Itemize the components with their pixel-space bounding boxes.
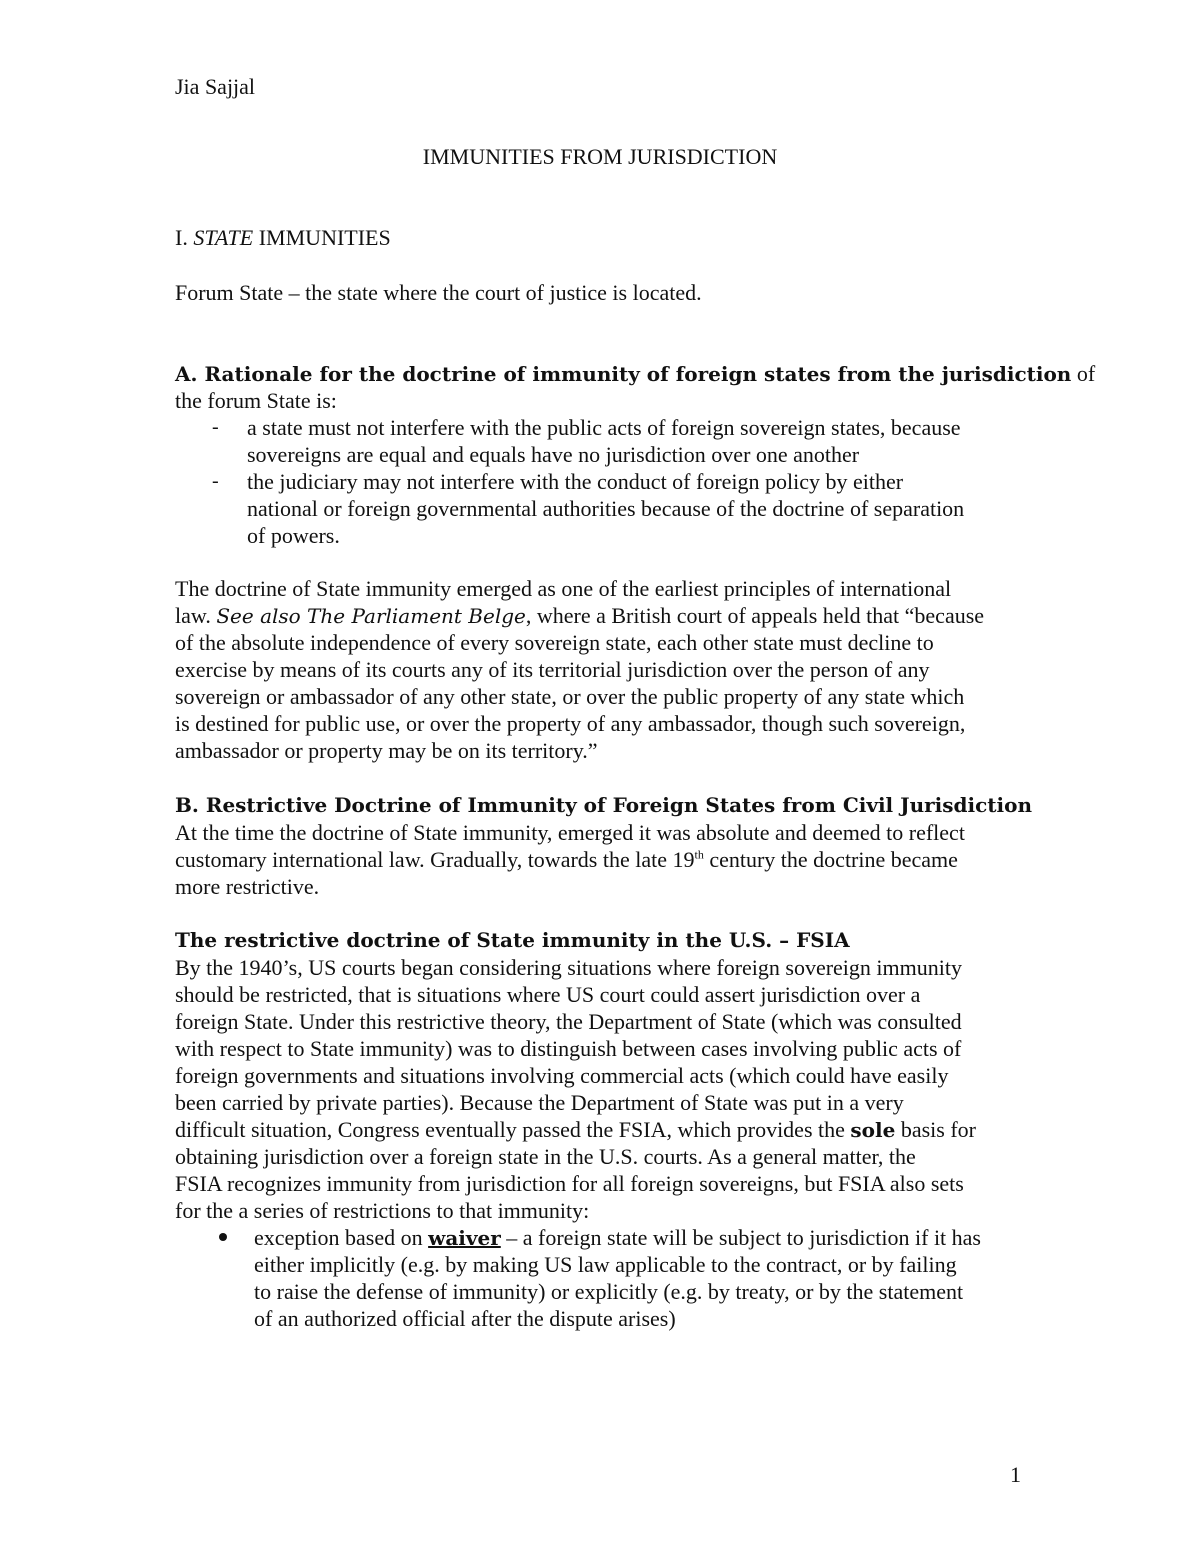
section-b-line3: more restrictive.: [175, 874, 320, 899]
section-b-line1: At the time the doctrine of State immunity, emerged it was absolute and deemed to reflect: [175, 820, 965, 845]
doctrine-paragraph-line4: exercise by means of its courts any of its territorial jurisdiction over the person of any: [175, 657, 930, 682]
dash-bullet-marker: -: [212, 416, 219, 438]
section-i-heading: I. STATE IMMUNITIES: [175, 225, 391, 250]
page-number: 1: [1010, 1462, 1021, 1487]
fsia-bullet-line1: exception based on waiver – a foreign state will be subject to jurisdiction if it has: [254, 1225, 981, 1250]
fsia-line4: with respect to State immunity) was to distinguish between cases involving public acts of: [175, 1036, 962, 1061]
doctrine-paragraph-line2: law. See also The Parliament Belge, where a British court of appeals held that “because: [175, 603, 985, 628]
doctrine-paragraph-line6: is destined for public use, or over the property of any ambassador, though such sovereign,: [175, 711, 966, 736]
fsia-heading: The restrictive doctrine of State immunity in the U.S. – FSIA: [175, 928, 850, 952]
fsia-line8: obtaining jurisdiction over a foreign state in the U.S. courts. As a general matter, the: [175, 1144, 916, 1169]
author-name: Jia Sajjal: [175, 74, 256, 99]
doctrine-paragraph-line3: of the absolute independence of every sovereign state, each other state must decline to: [175, 630, 934, 655]
bullet-dot-icon: [219, 1233, 227, 1241]
doctrine-paragraph-line1: The doctrine of State immunity emerged as one of the earliest principles of international: [175, 576, 952, 601]
fsia-line9: FSIA recognizes immunity from jurisdiction for all foreign sovereigns, but FSIA also sets: [175, 1171, 964, 1196]
fsia-bullet-line2: either implicitly (e.g. by making US law applicable to the contract, or by failing: [254, 1252, 957, 1277]
section-a-heading: A. Rationale for the doctrine of immunity of foreign states from the jurisdiction of: [175, 361, 1096, 386]
section-a-bullet-2-line2: national or foreign governmental authorities because of the doctrine of separation: [247, 496, 965, 521]
forum-state-definition: Forum State – the state where the court of justice is located.: [175, 280, 702, 305]
fsia-line3: foreign State. Under this restrictive theory, the Department of State (which was consulted: [175, 1009, 962, 1034]
section-b-heading: B. Restrictive Doctrine of Immunity of Foreign States from Civil Jurisdiction: [175, 793, 1032, 817]
fsia-line1: By the 1940’s, US courts began considering situations where foreign sovereign immunity: [175, 955, 962, 980]
fsia-line5: foreign governments and situations involving commercial acts (which could have easily: [175, 1063, 949, 1088]
fsia-line2: should be restricted, that is situations where US court could assert jurisdiction over a: [175, 982, 921, 1007]
doctrine-paragraph-line7: ambassador or property may be on its territory.”: [175, 738, 598, 763]
fsia-bullet-line3: to raise the defense of immunity) or explicitly (e.g. by treaty, or by the statement: [254, 1279, 964, 1304]
fsia-line7: difficult situation, Congress eventually passed the FSIA, which provides the sole basis for: [175, 1117, 976, 1142]
fsia-line6: been carried by private parties). Because the Department of State was put in a very: [175, 1090, 904, 1115]
document-title: IMMUNITIES FROM JURISDICTION: [422, 144, 778, 169]
section-a-bullet-2-line1: the judiciary may not interfere with the conduct of foreign policy by either: [247, 469, 904, 494]
section-a-bullet-2-line3: of powers.: [247, 523, 340, 548]
section-a-bullet-1-line2: sovereigns are equal and equals have no jurisdiction over one another: [247, 442, 860, 467]
section-a-bullet-1-line1: a state must not interfere with the public acts of foreign sovereign states, because: [247, 415, 961, 440]
fsia-bullet-line4: of an authorized official after the dispute arises): [254, 1306, 676, 1331]
section-b-line2: customary international law. Gradually, towards the late 19th century the doctrine became: [175, 847, 958, 872]
doctrine-paragraph-line5: sovereign or ambassador of any other state, or over the public property of any state which: [175, 684, 965, 709]
dash-bullet-marker: -: [212, 470, 219, 492]
section-a-heading-line2: the forum State is:: [175, 388, 337, 413]
fsia-line10: for the a series of restrictions to that immunity:: [175, 1198, 590, 1223]
